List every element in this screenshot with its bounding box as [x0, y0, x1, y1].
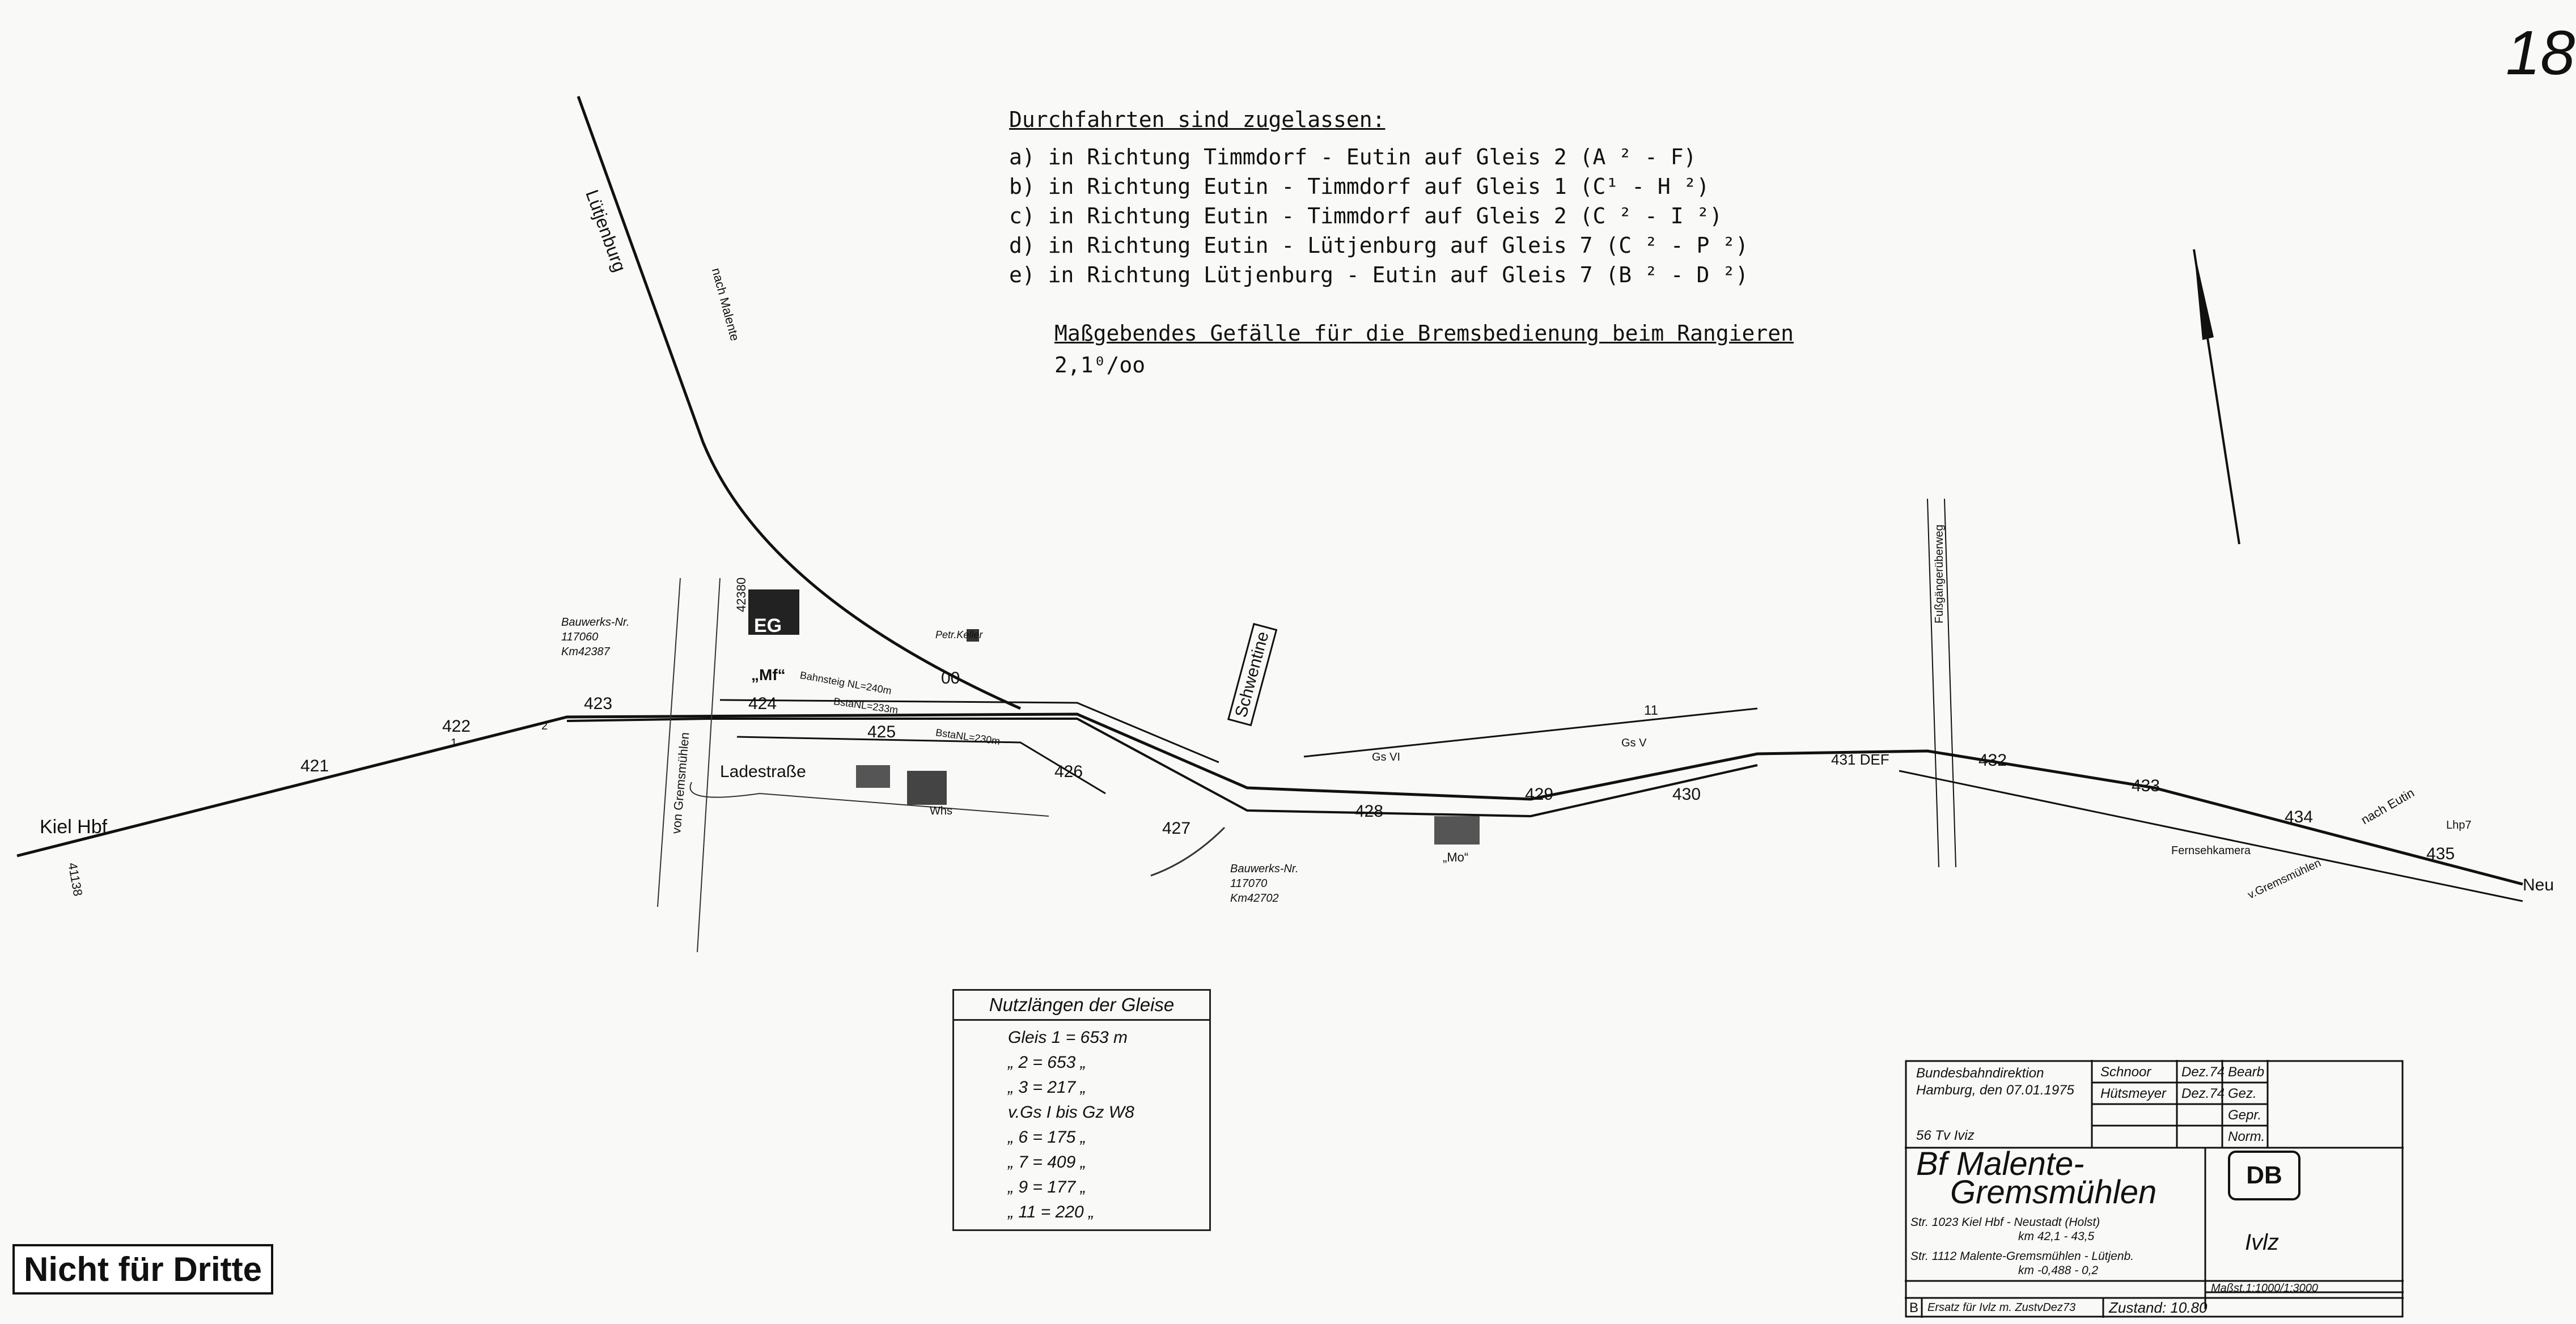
authority-line-2: Hamburg, den 07.01.1975 [1916, 1083, 2074, 1098]
label-gs-v: Gs V [1621, 737, 1647, 749]
km-422: 422 [442, 717, 471, 736]
usable-length-row: „ 6 = 175 „ [1008, 1128, 1086, 1147]
usable-length-row: „ 3 = 217 „ [1008, 1078, 1086, 1097]
track-number: 1 [451, 737, 457, 749]
km-424: 424 [748, 694, 777, 713]
title-block [1905, 1060, 2404, 1318]
footbridge [1944, 499, 1956, 867]
through-run-item: a) in Richtung Timmdorf - Eutin auf Gleis 2 (A ² - F) [1009, 145, 1697, 169]
role-label: Norm. [2228, 1129, 2265, 1144]
gradient-value: 2,1⁰/oo [1054, 353, 1146, 377]
usable-length-row: v.Gs I bis Gz W8 [1008, 1103, 1134, 1122]
label-mf: „Mf“ [751, 666, 786, 684]
km-427: 427 [1162, 819, 1191, 838]
label-nach-eutin: nach Eutin [2358, 785, 2417, 828]
track-number: 2 [541, 720, 548, 732]
building-shed [907, 771, 947, 805]
km-433: 433 [2132, 776, 2160, 795]
km-430: 430 [1672, 785, 1701, 804]
label-kiel: Kiel Hbf [40, 816, 108, 838]
through-run-item: e) in Richtung Lütjenburg - Eutin auf Gleis 7 (B ² - D ²) [1009, 262, 1749, 287]
drawn-date: Dez.74 [2181, 1064, 2225, 1080]
zustand: Zustand: 10.80 [2109, 1299, 2208, 1316]
through-run-item: c) in Richtung Eutin - Timmdorf auf Gleis 2 (C ² - I ²) [1009, 203, 1723, 228]
authority-line-1: Bundesbahndirektion [1916, 1066, 2044, 1081]
label-mo: „Mo“ [1443, 850, 1469, 864]
usable-length-row: Gleis 1 = 653 m [1008, 1028, 1128, 1047]
km-423: 423 [584, 694, 613, 713]
usable-length-row: „ 11 = 220 „ [1008, 1203, 1095, 1221]
revision-text: Ersatz für Ivlz m. ZustvDez73 [1927, 1301, 2076, 1314]
usable-length-row: „ 9 = 177 „ [1008, 1178, 1086, 1196]
drawn-by-name: Schnoor [2100, 1064, 2151, 1080]
drawn-date: Dez.74 [2181, 1086, 2225, 1101]
label-ladestrasse: Ladestraße [720, 762, 806, 781]
main-track [17, 714, 2523, 884]
label-neu: Neu [2523, 876, 2554, 894]
km-431: 431 DEF [1831, 751, 1889, 768]
km-435: 435 [2426, 845, 2455, 863]
building-mo [1434, 816, 1480, 845]
km-428: 428 [1355, 802, 1384, 821]
north-arrow-head [2194, 249, 2214, 340]
role-label: Gepr. [2228, 1107, 2262, 1123]
label-bsta2: BstaNL=230m [935, 727, 1001, 747]
label-bauwerk-1: Bauwerks-Nr. 117060 Km42387 [561, 616, 630, 658]
scale: Maßst.1:1000/1:3000 [2211, 1282, 2319, 1295]
revision-letter: B [1909, 1300, 1919, 1315]
route-2: Str. 1112 Malente-Gremsmühlen - Lütjenb. [1910, 1250, 2134, 1263]
label-nach-malente: nach Malente [709, 266, 743, 343]
label-eg: EG [754, 615, 782, 636]
label-gs-vi: Gs VI [1372, 751, 1401, 763]
db-logo: DB [2228, 1151, 2300, 1200]
building-whs [856, 765, 890, 788]
branch-track [1899, 771, 2523, 901]
label-schwentine: Schwentine [1227, 623, 1277, 726]
usable-lengths-table [952, 989, 1211, 1231]
label-bahnsteig: Bahnsteig NL=240m [799, 669, 893, 697]
km-434: 434 [2285, 808, 2314, 826]
gradient-heading: Maßgebendes Gefälle für die Bremsbedienung beim Rangieren [1054, 321, 1794, 346]
route-1: Str. 1023 Kiel Hbf - Neustadt (Holst) [1910, 1216, 2100, 1229]
drawn-by-name: Hütsmeyer [2100, 1086, 2167, 1101]
through-run-item: d) in Richtung Eutin - Lütjenburg auf Gleis 7 (C ² - P ²) [1009, 233, 1749, 258]
role-label: Gez. [2228, 1086, 2257, 1101]
route-2-km: km -0,488 - 0,2 [2018, 1264, 2099, 1277]
km-00: 00 [941, 669, 960, 688]
usable-lengths-title: Nutzlängen der Gleise [954, 991, 1209, 1021]
usable-length-row: „ 7 = 409 „ [1008, 1153, 1086, 1172]
km-432: 432 [1978, 751, 2007, 770]
km-421: 421 [300, 757, 329, 775]
label-bauwerk-2: Bauwerks-Nr. 117070 Km42702 [1230, 863, 1299, 905]
label-luetjenburg: Lütjenburg [582, 187, 630, 275]
through-run-item: b) in Richtung Eutin - Timmdorf auf Gleis 1 (C¹ - H ²) [1009, 174, 1710, 199]
role-label: Bearb [2228, 1064, 2265, 1080]
km-side-42380: 42380 [734, 577, 748, 612]
km-425: 425 [867, 723, 896, 741]
label-petr-keller: Petr.Keller [935, 629, 983, 640]
km-side-41138: 41138 [65, 862, 86, 897]
station-name-line-1: Bf Malente- [1916, 1145, 2084, 1182]
label-bsta1: BstaNL=233m [833, 695, 899, 716]
track-number: 11 [1644, 703, 1658, 718]
label-hp: Lhp7 [2446, 819, 2472, 831]
label-v-gremsmuehlen: v.Gremsmühlen [2245, 856, 2323, 902]
page-number: 18 [2506, 18, 2575, 88]
station-name-line-2: Gremsmühlen [1950, 1174, 2157, 1211]
label-whs: Whs [930, 805, 952, 817]
department: 56 Tv Iviz [1916, 1128, 1975, 1143]
km-426: 426 [1054, 762, 1083, 781]
route-1-km: km 42,1 - 43,5 [2018, 1230, 2095, 1243]
km-429: 429 [1525, 785, 1554, 804]
label-fernsehkamera: Fernsehkamera [2171, 845, 2251, 857]
office-code: Ivlz [2245, 1230, 2279, 1255]
label-von-gremsmuehlen: von Gremsmühlen [669, 731, 692, 835]
track-11 [1304, 708, 1757, 757]
label-footbridge: Fußgängerüberweg [1933, 524, 1946, 623]
not-for-third-parties-stamp: Nicht für Dritte [12, 1244, 273, 1295]
road-edge [697, 578, 720, 952]
usable-length-row: „ 2 = 653 „ [1008, 1053, 1086, 1072]
through-runs-heading: Durchfahrten sind zugelassen: [1009, 107, 1386, 132]
